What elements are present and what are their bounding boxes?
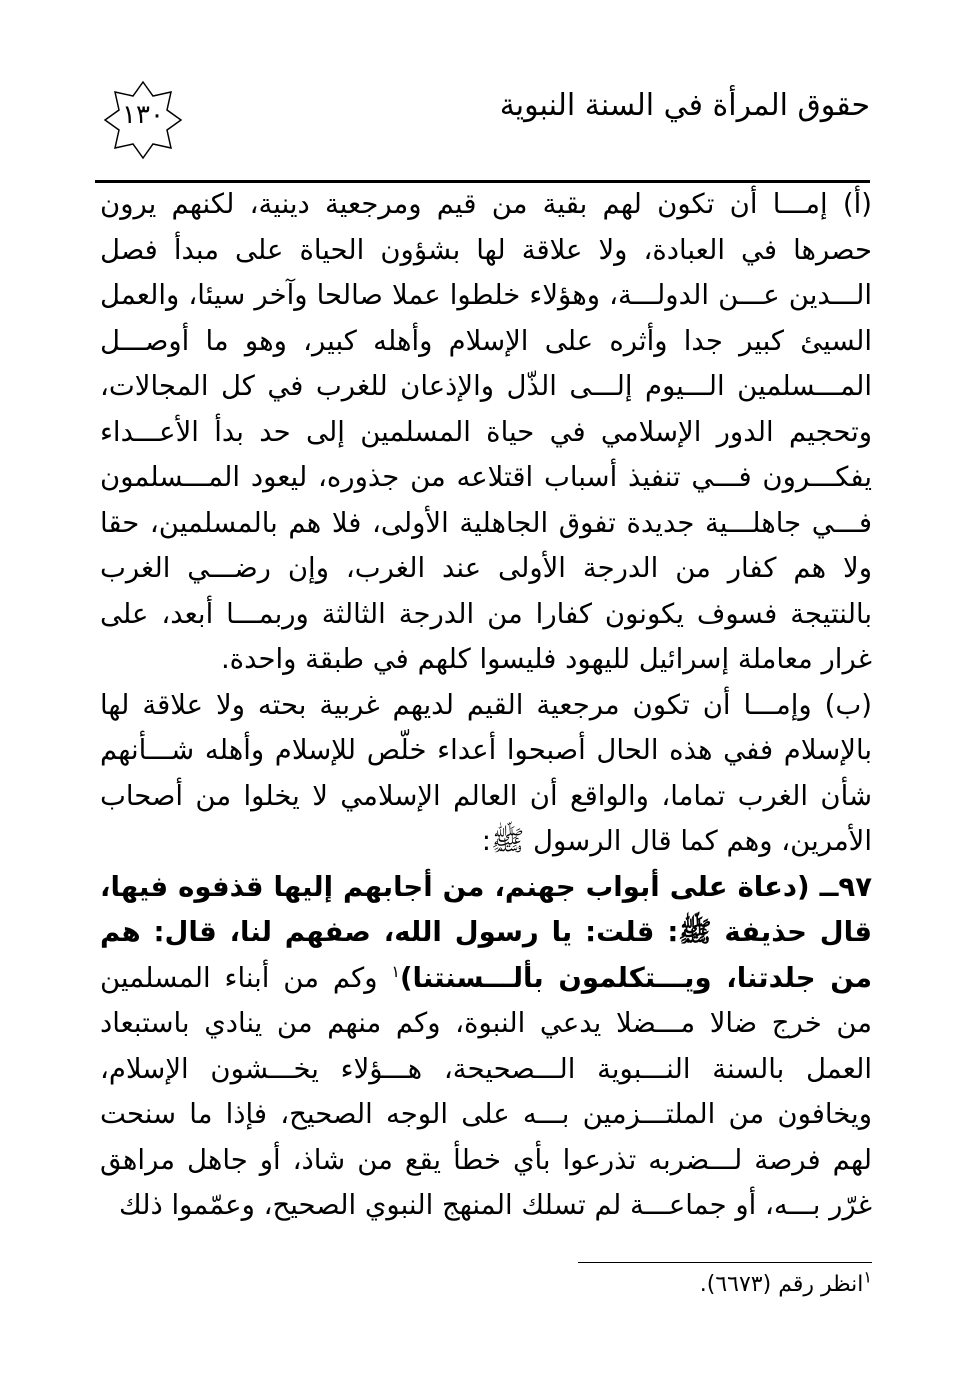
footnote-reference[interactable]: ١ — [391, 961, 400, 981]
hadith-text: ٩٧ــ (دعاة على أبواب جهنم، من أجابهم إليها قذفوه فيها، قال حذيفة ﷺ: قلت: يا رسول الله، صفهم لنا، قال: هم من جلدتنا، ويـــتكلمون بألـــسنتنا) — [100, 870, 872, 994]
footnote-mark: ١ — [863, 1267, 872, 1287]
body-text — [100, 182, 872, 1229]
page-number-badge — [103, 80, 183, 160]
hadith-paragraph — [100, 865, 872, 1229]
running-header-title: حقوق المرأة في السنة النبوية — [499, 88, 870, 123]
page-number: ١٣٠ — [122, 100, 164, 130]
page-header — [95, 70, 870, 180]
footnote — [699, 1267, 872, 1297]
footnote-divider — [578, 1262, 872, 1263]
paragraph-a: (أ) إمـــا أن تكون لهم بقية من قيم ومرجعية دينية، لكنهم يرون حصرها في العبادة، ولا علاقة لها بشؤون الحياة على مبدأ فصل الـــدين عـــن الدولـــة، وهؤلاء خلطوا عملا صالحا وآخر سيئا، والعمل السيئ كبير جدا وأثره على الإسلام وأهله كبير، وهو ما أوصـــل المـــسلمين الـــيوم إلـــى الذّل والإذعان للغرب في كل المجالات، وتحجيم الدور الإسلامي في حياة المسلمين إلى حد بدأ الأعـــداء يفكـــرون فـــي تنفيذ أسباب اقتلاعه من جذوره، ليعود المـــسلمون فـــي جاهلـــية جديدة تفوق الجاهلية الأولى، فلا هم بالمسلمين، حقا ولا هم كفار من الدرجة الأولى عند الغرب، وإن رضـــي الغرب بالنتيجة فسوف يكونون كفارا من الدرجة الثالثة وربمـــا أبعد، على غرار معاملة إسرائيل لليهود فليسوا كلهم في طبقة واحدة. — [100, 188, 872, 675]
hadith-continuation: وكم من أبناء المسلمين من خرج ضالا مـــضلا يدعي النبوة، وكم منهم من ينادي باستبعاد العمل بالسنة النـــبوية الـــصحيحة، هـــؤلاء يخـــشون الإسلام، ويخافون من الملتـــزمين بـــه على الوجه الصحيح، فإذا ما سنحت لهم فرصة لـــضربه تذرعوا بأي خطأ يقع من شاذ، أو جاهل مراهق غرّر بـــه، أو جماعـــة لم تسلك المنهج النبوي الصحيح، وعمّموا ذلك — [100, 961, 872, 1221]
footnote-text: انظر رقم (٦٦٧٣). — [699, 1272, 864, 1297]
paragraph-b: (ب) وإمـــا أن تكون مرجعية القيم لديهم غربية بحته ولا علاقة لها بالإسلام ففي هذه الحال أصبحوا أعداء خلّص للإسلام وأهله شـــأنهم شأن الغرب تماما، والواقع أن العالم الإسلامي لا يخلوا من أصحاب الأمرين، وهم كما قال الرسول ﷺ: — [100, 688, 872, 857]
